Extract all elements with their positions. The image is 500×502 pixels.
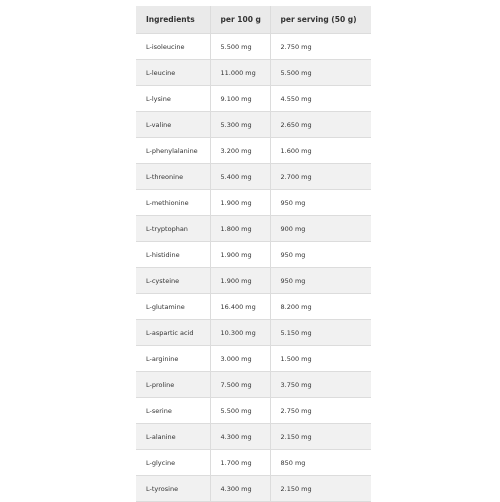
per-100g-cell: 7.500 mg [210,372,270,398]
table-row [136,372,371,398]
ingredient-cell: L-lysine [136,86,210,112]
per-serving-cell: 2.650 mg [270,112,371,138]
per-100g-cell: 1.700 mg [210,450,270,476]
amino-acid-table [136,6,371,502]
ingredient-cell: L-arginine [136,346,210,372]
per-100g-cell: 1.900 mg [210,268,270,294]
table-row [136,424,371,450]
ingredient-cell: L-alanine [136,424,210,450]
per-serving-cell: 850 mg [270,450,371,476]
per-serving-cell: 5.500 mg [270,60,371,86]
table-row [136,34,371,60]
per-serving-cell: 2.150 mg [270,476,371,502]
nutrition-table-container [136,6,371,502]
table-row [136,268,371,294]
table-row [136,216,371,242]
table-body [136,34,371,502]
per-serving-cell: 3.750 mg [270,372,371,398]
per-100g-cell: 5.400 mg [210,164,270,190]
per-serving-cell: 950 mg [270,190,371,216]
ingredient-cell: L-leucine [136,60,210,86]
per-100g-cell: 3.000 mg [210,346,270,372]
ingredient-cell: L-valine [136,112,210,138]
table-row [136,86,371,112]
table-row [136,164,371,190]
per-serving-cell: 8.200 mg [270,294,371,320]
table-row [136,112,371,138]
header-ingredients: Ingredients [136,6,210,34]
table-row [136,190,371,216]
per-100g-cell: 5.500 mg [210,398,270,424]
per-100g-cell: 3.200 mg [210,138,270,164]
ingredient-cell: L-proline [136,372,210,398]
per-serving-cell: 900 mg [270,216,371,242]
per-serving-cell: 2.150 mg [270,424,371,450]
table-row [136,450,371,476]
table-row [136,138,371,164]
table-row [136,242,371,268]
table-row [136,346,371,372]
per-100g-cell: 10.300 mg [210,320,270,346]
ingredient-cell: L-isoleucine [136,34,210,60]
table-row [136,476,371,502]
per-100g-cell: 4.300 mg [210,424,270,450]
header-per-serving: per serving (50 g) [270,6,371,34]
ingredient-cell: L-glutamine [136,294,210,320]
per-100g-cell: 5.500 mg [210,34,270,60]
per-100g-cell: 1.900 mg [210,242,270,268]
ingredient-cell: L-aspartic acid [136,320,210,346]
per-100g-cell: 11.000 mg [210,60,270,86]
ingredient-cell: L-tyrosine [136,476,210,502]
ingredient-cell: L-tryptophan [136,216,210,242]
per-serving-cell: 950 mg [270,268,371,294]
ingredient-cell: L-glycine [136,450,210,476]
per-100g-cell: 5.300 mg [210,112,270,138]
per-100g-cell: 16.400 mg [210,294,270,320]
ingredient-cell: L-cysteine [136,268,210,294]
ingredient-cell: L-methionine [136,190,210,216]
per-serving-cell: 2.750 mg [270,398,371,424]
per-serving-cell: 4.550 mg [270,86,371,112]
ingredient-cell: L-threonine [136,164,210,190]
per-serving-cell: 950 mg [270,242,371,268]
table-header-row [136,6,371,34]
per-100g-cell: 1.800 mg [210,216,270,242]
table-row [136,60,371,86]
per-serving-cell: 2.750 mg [270,34,371,60]
per-serving-cell: 1.600 mg [270,138,371,164]
table-row [136,398,371,424]
ingredient-cell: L-histidine [136,242,210,268]
per-100g-cell: 4.300 mg [210,476,270,502]
table-row [136,294,371,320]
per-serving-cell: 2.700 mg [270,164,371,190]
per-serving-cell: 1.500 mg [270,346,371,372]
ingredient-cell: L-serine [136,398,210,424]
ingredient-cell: L-phenylalanine [136,138,210,164]
per-serving-cell: 5.150 mg [270,320,371,346]
table-row [136,320,371,346]
per-100g-cell: 9.100 mg [210,86,270,112]
header-per-100g: per 100 g [210,6,270,34]
per-100g-cell: 1.900 mg [210,190,270,216]
